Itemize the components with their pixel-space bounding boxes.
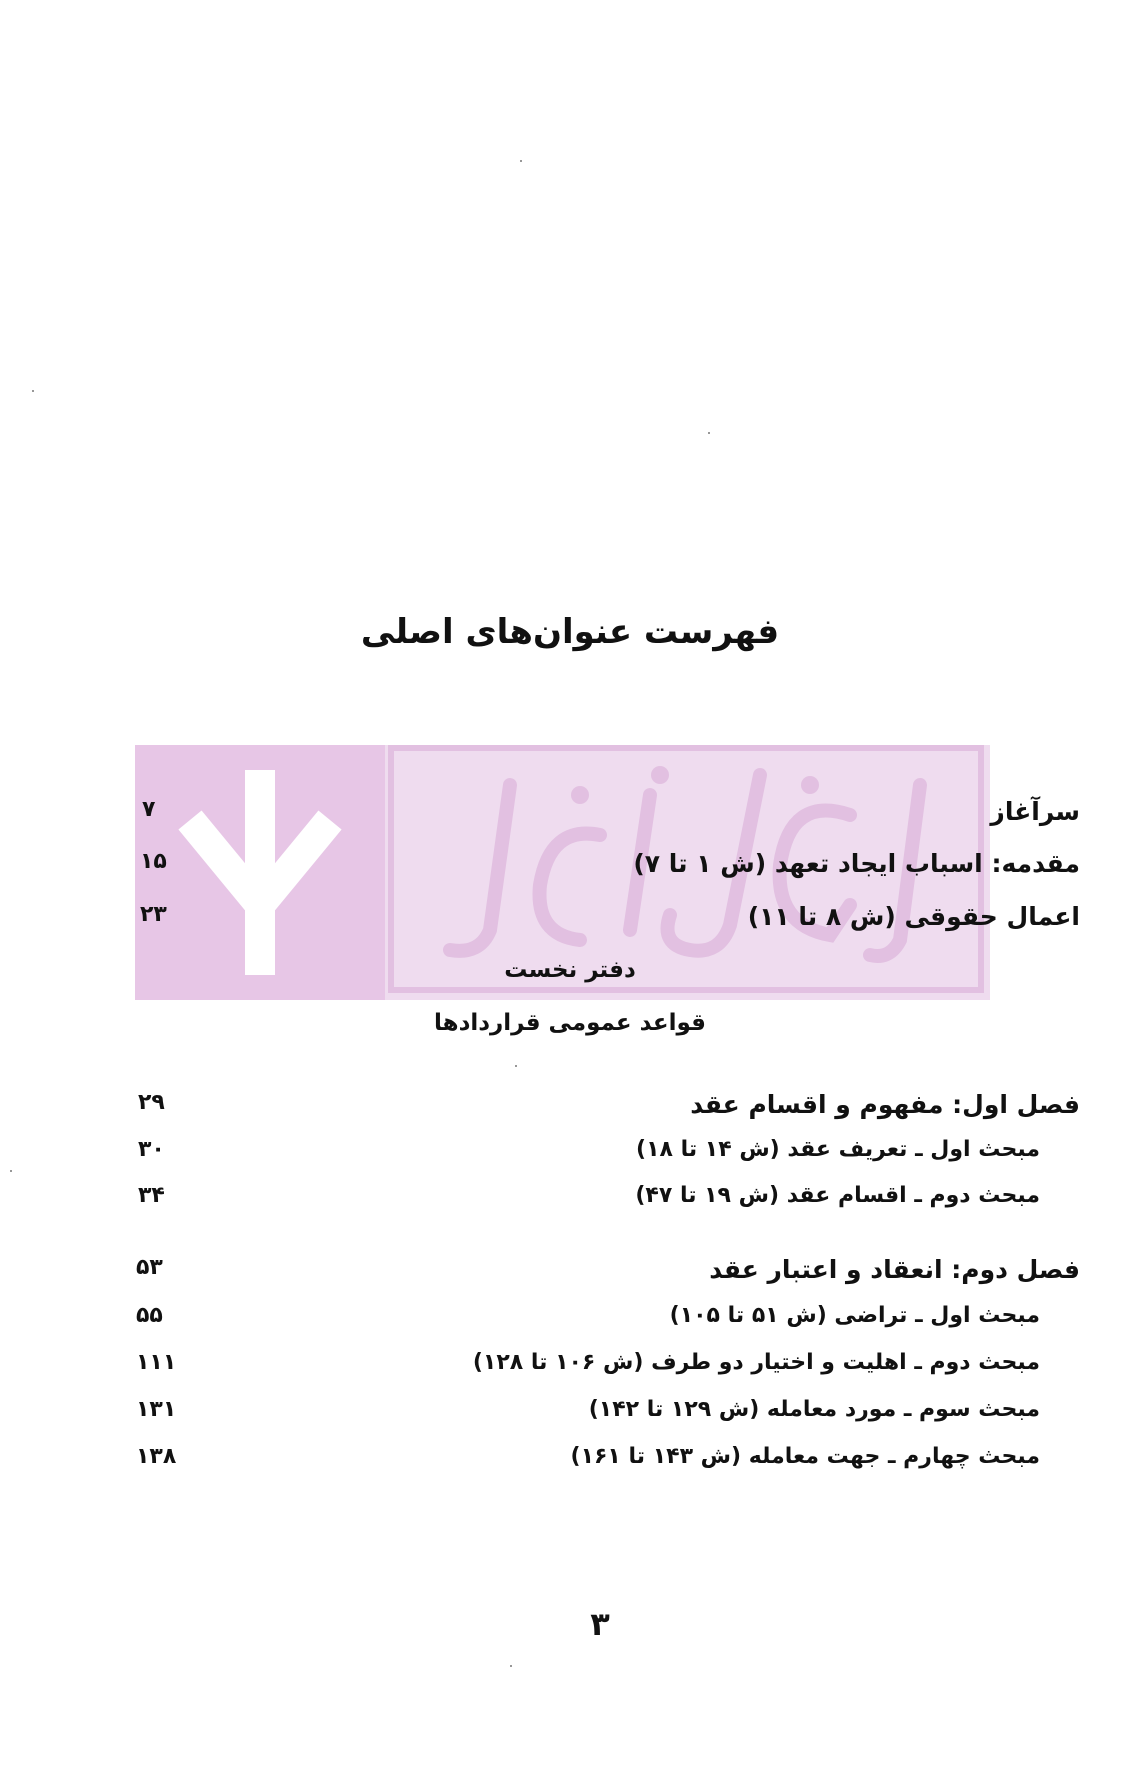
scan-speck bbox=[520, 160, 522, 162]
section-label: مبحث سوم ـ مورد معامله (ش ۱۲۹ تا ۱۴۲) bbox=[588, 1397, 1040, 1422]
section-label: مبحث دوم ـ اهلیت و اختیار دو طرف (ش ۱۰۶ تا ۱۲۸) bbox=[472, 1350, 1040, 1375]
section-label: مبحث اول ـ تعریف عقد (ش ۱۴ تا ۱۸) bbox=[636, 1137, 1040, 1162]
chapter-title-row bbox=[100, 1255, 1080, 1295]
scan-speck bbox=[515, 1065, 517, 1067]
toc-entry-page: ۱۵ bbox=[140, 849, 167, 874]
section-page: ۳۴ bbox=[138, 1183, 165, 1208]
section-page: ۵۵ bbox=[136, 1303, 163, 1328]
section-entry bbox=[100, 1397, 1040, 1437]
chapter-title-row bbox=[100, 1090, 1080, 1130]
toc-entry bbox=[100, 849, 1080, 889]
page-number: ۳ bbox=[590, 1605, 610, 1643]
section-label: مبحث اول ـ تراضی (ش ۵۱ تا ۱۰۵) bbox=[669, 1303, 1040, 1328]
section-page: ۱۳۸ bbox=[136, 1444, 177, 1469]
scan-speck bbox=[32, 390, 34, 392]
scan-speck bbox=[10, 1170, 12, 1172]
section-page: ۱۱۱ bbox=[136, 1350, 177, 1375]
scan-speck bbox=[510, 1665, 512, 1667]
chapter-page: ۵۳ bbox=[136, 1255, 163, 1280]
toc-entry-label: سرآغاز bbox=[990, 797, 1080, 826]
toc-entry-label: مقدمه: اسباب ایجاد تعهد (ش ۱ تا ۷) bbox=[633, 849, 1080, 878]
section-entry bbox=[100, 1303, 1040, 1343]
section-entry bbox=[100, 1137, 1040, 1177]
chapter-title: فصل دوم: انعقاد و اعتبار عقد bbox=[709, 1255, 1080, 1284]
book-subheading: قواعد عمومی قراردادها bbox=[433, 1010, 706, 1036]
page-title: فهرست عنوان‌های اصلی bbox=[360, 612, 780, 652]
section-page: ۱۳۱ bbox=[136, 1397, 177, 1422]
section-entry bbox=[100, 1350, 1040, 1390]
toc-entry bbox=[100, 902, 1080, 942]
toc-entry-page: ۲۳ bbox=[140, 902, 167, 927]
toc-entry bbox=[100, 797, 1080, 837]
chapter-page: ۲۹ bbox=[138, 1090, 165, 1115]
section-entry bbox=[100, 1183, 1040, 1223]
toc-entry-page: ۷ bbox=[142, 797, 156, 822]
book-heading: دفتر نخست bbox=[504, 957, 636, 983]
section-page: ۳۰ bbox=[138, 1137, 165, 1162]
scan-speck bbox=[708, 432, 710, 434]
section-entry bbox=[100, 1444, 1040, 1484]
chapter-title: فصل اول: مفهوم و اقسام عقد bbox=[690, 1090, 1080, 1119]
section-label: مبحث چهارم ـ جهت معامله (ش ۱۴۳ تا ۱۶۱) bbox=[570, 1444, 1040, 1469]
section-label: مبحث دوم ـ اقسام عقد (ش ۱۹ تا ۴۷) bbox=[635, 1183, 1040, 1208]
toc-entry-label: اعمال حقوقی (ش ۸ تا ۱۱) bbox=[747, 902, 1080, 931]
